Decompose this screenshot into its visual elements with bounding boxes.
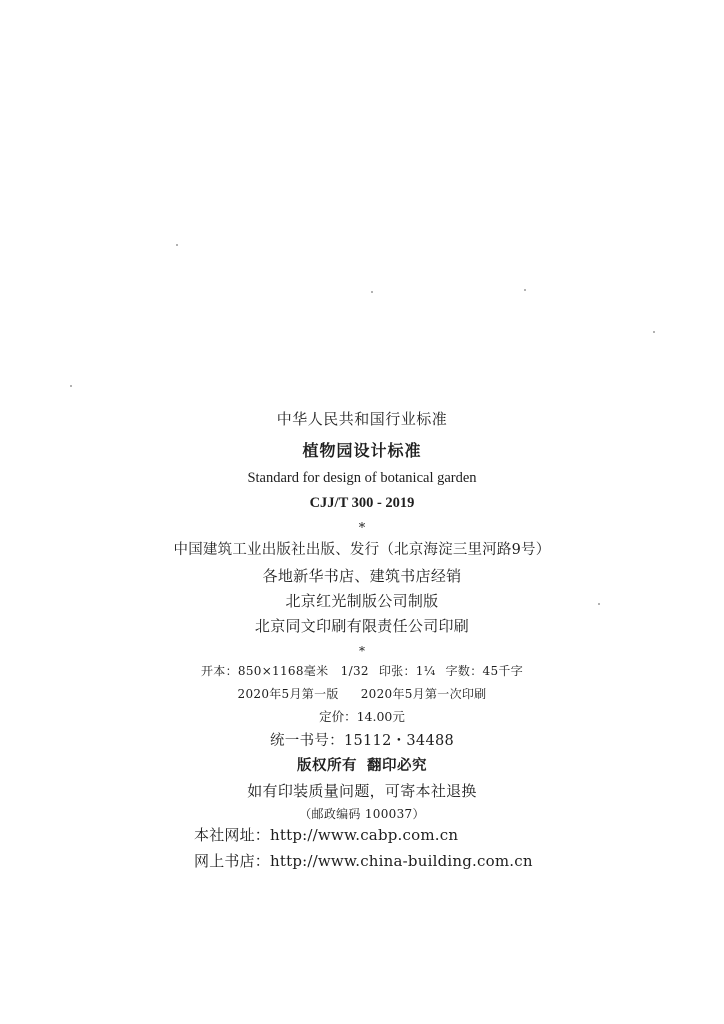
standard-type: 中华人民共和国行业标准	[276, 410, 448, 428]
scan-speck	[176, 244, 178, 246]
bookstore-label: 网上书店：	[194, 852, 271, 870]
printer-line: 北京同文印刷有限责任公司印刷	[254, 617, 470, 635]
separator-star: *	[358, 521, 366, 536]
bookstore-url: http://www.china-building.com.cn	[270, 852, 533, 870]
scan-speck	[371, 291, 373, 293]
publisher-line: 中国建筑工业出版社出版、发行（北京海淀三里河路9号）	[173, 542, 551, 558]
plate-maker-line: 北京红光制版公司制版	[285, 592, 439, 610]
all-rights-reserved: 版权所有	[297, 757, 357, 774]
unified-book-number: 统一书号：15112・34488	[269, 733, 455, 749]
sheets-spec: 印张：1¼	[378, 664, 436, 678]
separator-star: *	[359, 644, 365, 658]
website-line	[194, 828, 458, 843]
first-printing: 2020年5月第一次印刷	[360, 687, 487, 701]
edition-line	[0, 688, 724, 700]
price-line: 定价：14.00元	[319, 709, 405, 724]
standard-code: CJJ/T 300 - 2019	[309, 495, 415, 511]
postal-code: （邮政编码 100037）	[299, 807, 425, 821]
distributors-line: 各地新华书店、建筑书店经销	[262, 567, 462, 585]
no-reprint: 翻印必究	[367, 757, 427, 774]
website-label: 本社网址：	[194, 826, 271, 844]
specs-line	[0, 665, 724, 677]
title-en: Standard for design of botanical garden	[247, 470, 477, 486]
scan-speck	[653, 331, 655, 333]
format-spec: 开本：850×1168毫米 1/32	[200, 664, 369, 678]
rights-line	[0, 759, 724, 774]
title-cn: 植物园设计标准	[302, 441, 422, 460]
bookstore-line	[194, 854, 533, 869]
quality-notice: 如有印装质量问题，可寄本社退换	[247, 782, 477, 800]
word-count-spec: 字数：45千字	[445, 664, 523, 678]
scan-speck	[70, 385, 72, 387]
first-edition: 2020年5月第一版	[237, 687, 339, 701]
scan-speck	[524, 289, 526, 291]
website-url: http://www.cabp.com.cn	[270, 826, 459, 844]
